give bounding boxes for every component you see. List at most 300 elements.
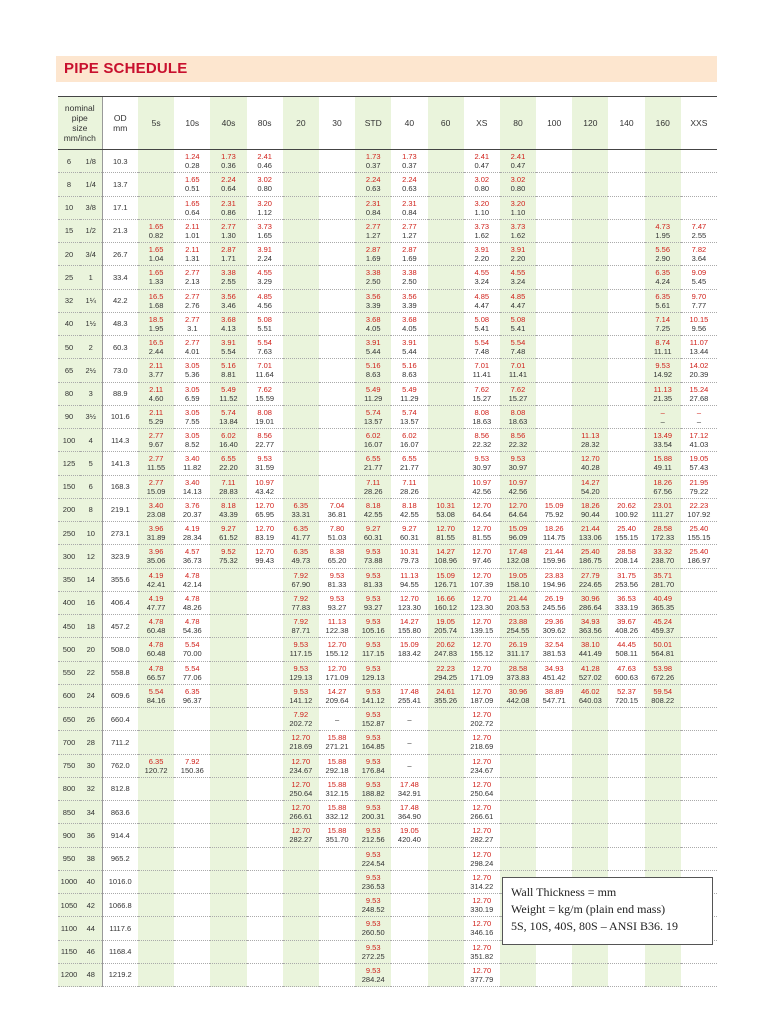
- wall-thickness-value: 9.53: [365, 733, 381, 743]
- wall-thickness-value: 5.54: [257, 338, 272, 348]
- weight-value: 314.22: [470, 881, 494, 891]
- schedule-cell: [283, 731, 319, 754]
- schedule-cell: [247, 243, 283, 266]
- schedule-cell: [319, 731, 355, 754]
- wall-thickness-value: 12.70: [472, 872, 492, 882]
- wall-thickness-value: 8.56: [474, 431, 490, 441]
- nominal-mm-cell: 1150: [58, 940, 80, 963]
- nominal-inch-cell: 5: [80, 452, 102, 475]
- schedule-cell: [319, 684, 355, 707]
- wall-thickness-value: –: [660, 407, 665, 417]
- weight-value: 253.56: [615, 579, 638, 589]
- schedule-cell: [247, 894, 283, 917]
- weight-value: 1.12: [257, 207, 272, 217]
- wall-thickness-value: 30.96: [508, 686, 528, 696]
- wall-thickness-value: 23.88: [508, 617, 528, 627]
- schedule-cell: [681, 173, 717, 196]
- schedule-cell: [681, 312, 717, 335]
- cell-value: –: [407, 714, 412, 724]
- header-schedule: 40: [391, 97, 427, 150]
- weight-value: 224.65: [578, 579, 602, 589]
- wall-thickness-value: 3.02: [510, 175, 526, 185]
- weight-value: 81.55: [436, 533, 455, 543]
- wall-thickness-value: 12.70: [472, 965, 492, 975]
- wall-thickness-value: 3.38: [365, 268, 381, 278]
- header-schedule: 80s: [247, 97, 283, 150]
- weight-value: 224.54: [361, 858, 385, 868]
- weight-value: 0.80: [510, 184, 526, 194]
- schedule-cell: [536, 963, 572, 986]
- schedule-cell: [283, 661, 319, 684]
- weight-value: 5.51: [257, 323, 272, 333]
- schedule-cell: [391, 661, 427, 684]
- schedule-cell: [681, 219, 717, 242]
- header-schedule: 5s: [138, 97, 174, 150]
- wall-thickness-value: 3.40: [148, 500, 164, 510]
- wall-thickness-value: 9.53: [365, 896, 381, 906]
- schedule-cell: [355, 173, 391, 196]
- weight-value: 194.96: [542, 579, 566, 589]
- wall-thickness-value: 9.09: [691, 268, 707, 278]
- wall-thickness-value: 3.02: [257, 175, 272, 185]
- weight-value: 155.12: [325, 649, 349, 659]
- weight-value: 2.44: [148, 347, 164, 357]
- header-nominal-line: mm/inch: [63, 133, 96, 143]
- schedule-cell: [681, 243, 717, 266]
- schedule-cell: [536, 498, 572, 521]
- schedule-cell: [355, 452, 391, 475]
- schedule-cell: [645, 429, 681, 452]
- schedule-cell: [355, 243, 391, 266]
- schedule-cell: [608, 475, 644, 498]
- weight-value: 1.69: [365, 254, 381, 264]
- wall-thickness-value: 18.26: [580, 500, 600, 510]
- weight-value: 28.26: [400, 486, 419, 496]
- schedule-cell: [500, 684, 536, 707]
- weight-value: 255.41: [397, 695, 421, 705]
- wall-thickness-value: 17.48: [508, 547, 528, 557]
- weight-value: 5.61: [655, 300, 671, 310]
- weight-value: 21.35: [653, 393, 673, 403]
- nominal-inch-cell: 24: [80, 684, 102, 707]
- weight-value: 81.33: [363, 579, 383, 589]
- weight-value: 171.09: [470, 672, 494, 682]
- schedule-cell: [464, 452, 500, 475]
- weight-value: 3.77: [148, 370, 164, 380]
- schedule-cell: [174, 801, 210, 824]
- schedule-cell: [138, 498, 174, 521]
- wall-thickness-value: 4.85: [474, 291, 490, 301]
- schedule-cell: [572, 661, 608, 684]
- wall-thickness-value: 12.70: [472, 779, 492, 789]
- schedule-cell: [681, 498, 717, 521]
- weight-value: 312.15: [325, 788, 349, 798]
- weight-value: 21.77: [400, 463, 419, 473]
- wall-thickness-value: 1.65: [184, 175, 200, 185]
- wall-thickness-value: 16.66: [436, 593, 455, 603]
- weight-value: 9.67: [148, 440, 164, 450]
- schedule-cell: [645, 847, 681, 870]
- schedule-cell: [210, 475, 246, 498]
- wall-thickness-value: 12.70: [400, 593, 419, 603]
- schedule-cell: [247, 824, 283, 847]
- schedule-cell: [283, 708, 319, 731]
- weight-value: 108.96: [434, 556, 458, 566]
- weight-value: 1.04: [148, 254, 164, 264]
- schedule-cell: [464, 405, 500, 428]
- header-schedule: XS: [464, 97, 500, 150]
- wall-thickness-value: 4.55: [510, 268, 526, 278]
- wall-thickness-value: 17.12: [689, 431, 709, 441]
- header-row: [58, 97, 717, 150]
- schedule-cell: [247, 452, 283, 475]
- wall-thickness-value: 5.54: [148, 686, 164, 696]
- schedule-cell: [391, 847, 427, 870]
- wall-thickness-value: 8.74: [655, 338, 671, 348]
- schedule-cell: [608, 638, 644, 661]
- weight-value: 81.55: [472, 533, 492, 543]
- schedule-cell: [464, 870, 500, 893]
- weight-value: 171.09: [325, 672, 349, 682]
- weight-value: 23.08: [146, 509, 166, 519]
- schedule-cell: [247, 196, 283, 219]
- wall-thickness-value: 3.20: [257, 198, 272, 208]
- wall-thickness-value: 12.70: [472, 710, 492, 720]
- table-row: [58, 196, 717, 219]
- nominal-inch-cell: 4: [80, 429, 102, 452]
- wall-thickness-value: 9.53: [365, 710, 381, 720]
- nominal-mm-cell: 50: [58, 336, 80, 359]
- wall-thickness-value: 45.24: [653, 617, 673, 627]
- nominal-inch-cell: 48: [80, 963, 102, 986]
- schedule-cell: [174, 545, 210, 568]
- wall-thickness-value: 12.70: [472, 733, 492, 743]
- weight-value: –: [696, 416, 701, 426]
- schedule-cell: [319, 894, 355, 917]
- wall-thickness-value: 14.27: [436, 547, 455, 557]
- schedule-cell: [210, 568, 246, 591]
- schedule-cell: [319, 150, 355, 173]
- wall-thickness-value: 7.04: [329, 500, 345, 510]
- schedule-cell: [283, 289, 319, 312]
- schedule-cell: [138, 150, 174, 173]
- wall-thickness-value: 2.41: [474, 152, 490, 162]
- wall-thickness-value: 2.77: [402, 221, 417, 231]
- weight-value: 1.10: [510, 207, 526, 217]
- weight-value: 65.95: [255, 509, 275, 519]
- nominal-inch-cell: 2: [80, 336, 102, 359]
- schedule-cell: [319, 963, 355, 986]
- weight-value: 209.64: [325, 695, 349, 705]
- pipe-schedule-table: [58, 96, 717, 987]
- weight-value: 139.15: [470, 626, 494, 636]
- weight-value: 93.27: [327, 602, 347, 612]
- wall-thickness-value: 5.54: [184, 640, 200, 650]
- schedule-cell: [608, 963, 644, 986]
- schedule-cell: [355, 731, 391, 754]
- wall-thickness-value: 9.53: [365, 663, 381, 673]
- schedule-cell: [681, 429, 717, 452]
- weight-value: 808.22: [651, 695, 675, 705]
- schedule-cell: [536, 336, 572, 359]
- nominal-mm-cell: 900: [58, 824, 80, 847]
- wall-thickness-value: 5.16: [402, 361, 417, 371]
- wall-thickness-value: 3.73: [474, 221, 490, 231]
- schedule-cell: [355, 754, 391, 777]
- schedule-cell: [138, 266, 174, 289]
- schedule-cell: [319, 266, 355, 289]
- schedule-cell: [319, 940, 355, 963]
- schedule-cell: [536, 847, 572, 870]
- schedule-cell: [210, 661, 246, 684]
- schedule-cell: [247, 475, 283, 498]
- wall-thickness-value: 3.40: [184, 477, 200, 487]
- schedule-cell: [355, 963, 391, 986]
- wall-thickness-value: 15.88: [327, 826, 347, 836]
- wall-thickness-value: 12.70: [327, 663, 347, 673]
- schedule-cell: [536, 382, 572, 405]
- wall-thickness-value: 4.78: [148, 617, 164, 627]
- schedule-cell: [391, 638, 427, 661]
- schedule-cell: [500, 754, 536, 777]
- wall-thickness-value: 7.92: [293, 570, 309, 580]
- schedule-cell: [500, 591, 536, 614]
- schedule-cell: [536, 731, 572, 754]
- nominal-inch-cell: 38: [80, 847, 102, 870]
- header-schedule: 120: [572, 97, 608, 150]
- wall-thickness-value: 1.65: [148, 268, 164, 278]
- table-row: [58, 545, 717, 568]
- weight-value: 123.30: [397, 602, 421, 612]
- schedule-cell: [536, 219, 572, 242]
- schedule-cell: [428, 661, 464, 684]
- wall-thickness-value: 4.78: [184, 617, 200, 627]
- wall-thickness-value: 35.71: [653, 570, 673, 580]
- weight-value: 84.16: [146, 695, 166, 705]
- wall-thickness-value: 9.53: [365, 803, 381, 813]
- wall-thickness-value: 3.91: [221, 338, 236, 348]
- schedule-cell: [210, 452, 246, 475]
- weight-value: 442.08: [506, 695, 530, 705]
- wall-thickness-value: 3.73: [257, 221, 272, 231]
- schedule-cell: [536, 173, 572, 196]
- wall-thickness-value: 41.28: [580, 663, 600, 673]
- wall-thickness-value: 47.63: [617, 663, 636, 673]
- wall-thickness-value: 12.70: [472, 617, 492, 627]
- wall-thickness-value: 6.35: [148, 756, 164, 766]
- od-cell: 114.3: [102, 429, 138, 452]
- schedule-cell: [500, 801, 536, 824]
- weight-value: 75.92: [544, 509, 564, 519]
- legend-line: Weight = kg/m (plain end mass): [511, 902, 666, 916]
- wall-thickness-value: 8.18: [402, 500, 417, 510]
- od-cell: 21.3: [102, 219, 138, 242]
- schedule-cell: [428, 266, 464, 289]
- wall-thickness-value: 9.53: [365, 686, 381, 696]
- od-cell: 17.1: [102, 196, 138, 219]
- schedule-cell: [391, 243, 427, 266]
- schedule-cell: [247, 289, 283, 312]
- schedule-cell: [645, 150, 681, 173]
- schedule-body: [58, 150, 717, 987]
- weight-value: 218.69: [470, 742, 494, 752]
- wall-thickness-value: 11.13: [581, 431, 600, 441]
- schedule-cell: [536, 150, 572, 173]
- schedule-cell: [536, 289, 572, 312]
- nominal-mm-cell: 32: [58, 289, 80, 312]
- wall-thickness-value: 2.77: [365, 221, 381, 231]
- cell-value: –: [334, 714, 340, 724]
- weight-value: 250.64: [470, 788, 494, 798]
- schedule-cell: [138, 894, 174, 917]
- schedule-cell: [355, 591, 391, 614]
- schedule-cell: [572, 545, 608, 568]
- schedule-cell: [283, 405, 319, 428]
- weight-value: 2.55: [691, 230, 707, 240]
- schedule-cell: [138, 940, 174, 963]
- wall-thickness-value: 30.96: [580, 593, 600, 603]
- schedule-cell: [500, 289, 536, 312]
- schedule-cell: [283, 312, 319, 335]
- od-cell: 812.8: [102, 777, 138, 800]
- weight-value: 8.63: [365, 370, 381, 380]
- schedule-cell: [645, 382, 681, 405]
- schedule-cell: [608, 615, 644, 638]
- nominal-inch-cell: 44: [80, 917, 102, 940]
- wall-thickness-value: 10.31: [436, 500, 455, 510]
- schedule-cell: [500, 336, 536, 359]
- od-cell: 660.4: [102, 708, 138, 731]
- weight-value: 64.64: [472, 509, 492, 519]
- nominal-inch-cell: 1/4: [80, 173, 102, 196]
- weight-value: 381.53: [542, 649, 566, 659]
- table-row: [58, 568, 717, 591]
- schedule-cell: [464, 382, 500, 405]
- wall-thickness-value: 9.27: [365, 524, 381, 534]
- nominal-inch-cell: 26: [80, 708, 102, 731]
- legend-line: Wall Thickness = mm: [511, 885, 617, 899]
- weight-value: 79.22: [689, 486, 709, 496]
- schedule-cell: [572, 289, 608, 312]
- schedule-cell: [174, 475, 210, 498]
- schedule-cell: [319, 801, 355, 824]
- schedule-cell: [247, 777, 283, 800]
- weight-value: 248.52: [361, 905, 385, 915]
- weight-value: 373.83: [506, 672, 530, 682]
- weight-value: 2.24: [257, 254, 272, 264]
- schedule-cell: [138, 452, 174, 475]
- weight-value: 15.59: [255, 393, 275, 403]
- weight-value: 2.20: [510, 254, 526, 264]
- schedule-cell: [464, 475, 500, 498]
- weight-value: 4.56: [257, 300, 272, 310]
- od-cell: 26.7: [102, 243, 138, 266]
- nominal-mm-cell: 65: [58, 359, 80, 382]
- schedule-cell: [608, 336, 644, 359]
- weight-value: 186.75: [578, 556, 602, 566]
- schedule-cell: [247, 847, 283, 870]
- schedule-cell: [428, 615, 464, 638]
- schedule-cell: [174, 568, 210, 591]
- weight-value: 508.11: [615, 649, 638, 659]
- wall-thickness-value: 3.68: [365, 314, 381, 324]
- weight-value: 4.47: [510, 300, 526, 310]
- weight-value: 5.36: [184, 370, 200, 380]
- wall-thickness-value: 2.77: [184, 291, 200, 301]
- weight-value: 16.07: [400, 440, 419, 450]
- table-row: [58, 661, 717, 684]
- schedule-cell: [319, 405, 355, 428]
- weight-value: 250.64: [289, 788, 313, 798]
- schedule-cell: [319, 777, 355, 800]
- wall-thickness-value: 26.19: [508, 640, 528, 650]
- page-title: PIPE SCHEDULE: [64, 60, 188, 77]
- schedule-cell: [536, 405, 572, 428]
- od-cell: 406.4: [102, 591, 138, 614]
- schedule-cell: [283, 173, 319, 196]
- wall-thickness-value: 12.70: [291, 779, 311, 789]
- weight-value: 4.05: [365, 323, 381, 333]
- wall-thickness-value: 19.05: [689, 454, 709, 464]
- nominal-mm-cell: 450: [58, 615, 80, 638]
- schedule-cell: [247, 754, 283, 777]
- nominal-mm-cell: 550: [58, 661, 80, 684]
- weight-value: 33.54: [653, 440, 673, 450]
- schedule-cell: [681, 731, 717, 754]
- schedule-cell: [174, 429, 210, 452]
- schedule-cell: [536, 266, 572, 289]
- nominal-mm-cell: 10: [58, 196, 80, 219]
- wall-thickness-value: 2.41: [510, 152, 526, 162]
- schedule-cell: [428, 754, 464, 777]
- weight-value: 7.48: [474, 347, 490, 357]
- schedule-cell: [464, 615, 500, 638]
- schedule-cell: [247, 150, 283, 173]
- table-row: [58, 498, 717, 521]
- weight-value: 159.96: [542, 556, 566, 566]
- schedule-cell: [138, 196, 174, 219]
- weight-value: 282.27: [470, 835, 494, 845]
- schedule-cell: [428, 684, 464, 707]
- wall-thickness-value: 12.70: [508, 500, 528, 510]
- weight-value: 408.26: [615, 626, 638, 636]
- wall-thickness-value: 3.38: [221, 268, 236, 278]
- schedule-cell: [319, 870, 355, 893]
- schedule-cell: [681, 824, 717, 847]
- schedule-cell: [319, 545, 355, 568]
- schedule-cell: [138, 801, 174, 824]
- schedule-cell: [283, 894, 319, 917]
- weight-value: 22.20: [219, 463, 238, 473]
- schedule-cell: [608, 289, 644, 312]
- weight-value: 40.28: [580, 463, 600, 473]
- wall-thickness-value: 5.08: [257, 314, 272, 324]
- weight-value: 48.26: [182, 602, 202, 612]
- schedule-cell: [283, 382, 319, 405]
- schedule-cell: [138, 312, 174, 335]
- nominal-mm-cell: 700: [58, 731, 80, 754]
- schedule-cell: [572, 522, 608, 545]
- wall-thickness-value: 23.83: [544, 570, 564, 580]
- weight-value: 13.57: [400, 416, 419, 426]
- schedule-cell: [464, 801, 500, 824]
- wall-thickness-value: 34.93: [544, 663, 564, 673]
- schedule-cell: [428, 150, 464, 173]
- weight-value: 155.12: [470, 649, 494, 659]
- schedule-cell: [500, 405, 536, 428]
- weight-value: 4.05: [402, 323, 417, 333]
- wall-thickness-value: 52.37: [617, 686, 636, 696]
